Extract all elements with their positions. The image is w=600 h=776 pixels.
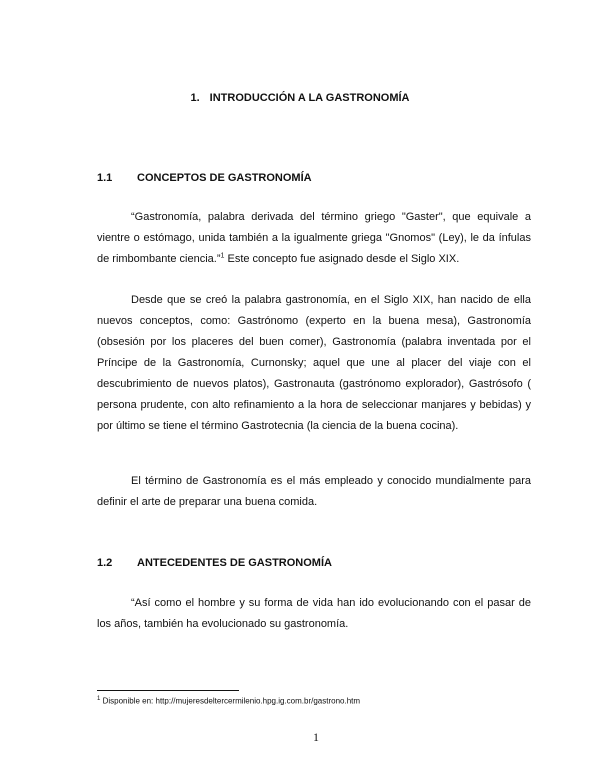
footnote-reference[interactable]: 1	[220, 252, 225, 260]
section-1-heading	[97, 172, 312, 184]
section-1-title: CONCEPTOS DE GASTRONOMÍA	[137, 172, 312, 184]
footnote-mark: 1	[97, 696, 101, 702]
page-number: 1	[313, 730, 319, 744]
footnote-text[interactable]: Disponible en: http://mujeresdeltercermilenio.hpg.ig.com.br/gastrono.htm	[102, 696, 361, 706]
paragraph-text: “Así como el hombre y su forma de vida han ido evolucionando con el pasar de los años, también ha evolucionado su gastronomía.	[97, 597, 531, 630]
quote-text: “Gastronomía, palabra derivada del término griego "Gaster", que equivale a vientre o estómago, unida también a la igualmente griega "Gnomos" (Ley), le da ínfulas de rimbombante ciencia.”	[97, 211, 531, 265]
title-number: 1.	[190, 92, 200, 104]
section-2-number: 1.2	[97, 557, 113, 569]
section-1-number: 1.1	[97, 172, 113, 184]
quote-tail: Este concepto fue asignado desde el Siglo XIX.	[224, 253, 460, 265]
section-1-paragraph-3	[97, 471, 531, 513]
section-1-paragraph-1	[97, 207, 531, 270]
paragraph-text: Desde que se creó la palabra gastronomía, en el Siglo XIX, han nacido de ella nuevos conceptos, como: Gastrónomo (experto en la buena mesa), Gastronomía (obsesión por los placeres del buen comer), Gastronomía (palabra inventada por el Príncipe de la Gastronomía, Curnonsky; aquel que une al placer del viaje con el descubrimiento de nuevos platos), Gastronauta (gastrónomo explorador), Gastrósofo ( persona prudente, con alto refinamiento a la hora de seleccionar manjares y bebidas) y por último se tiene el término Gastrotecnia (la ciencia de la buena cocina).	[97, 294, 531, 432]
section-2-heading	[97, 557, 332, 569]
footnote-separator	[97, 690, 239, 691]
title-text: INTRODUCCIÓN A LA GASTRONOMÍA	[209, 92, 410, 104]
section-1-paragraph-2	[97, 290, 531, 437]
paragraph-text: El término de Gastronomía es el más empleado y conocido mundialmente para definir el arte de preparar una buena comida.	[97, 475, 531, 508]
page-title	[0, 92, 600, 104]
section-2-title: ANTECEDENTES DE GASTRONOMÍA	[137, 557, 332, 569]
footnote	[97, 696, 360, 706]
section-2-paragraph-1	[97, 593, 531, 635]
